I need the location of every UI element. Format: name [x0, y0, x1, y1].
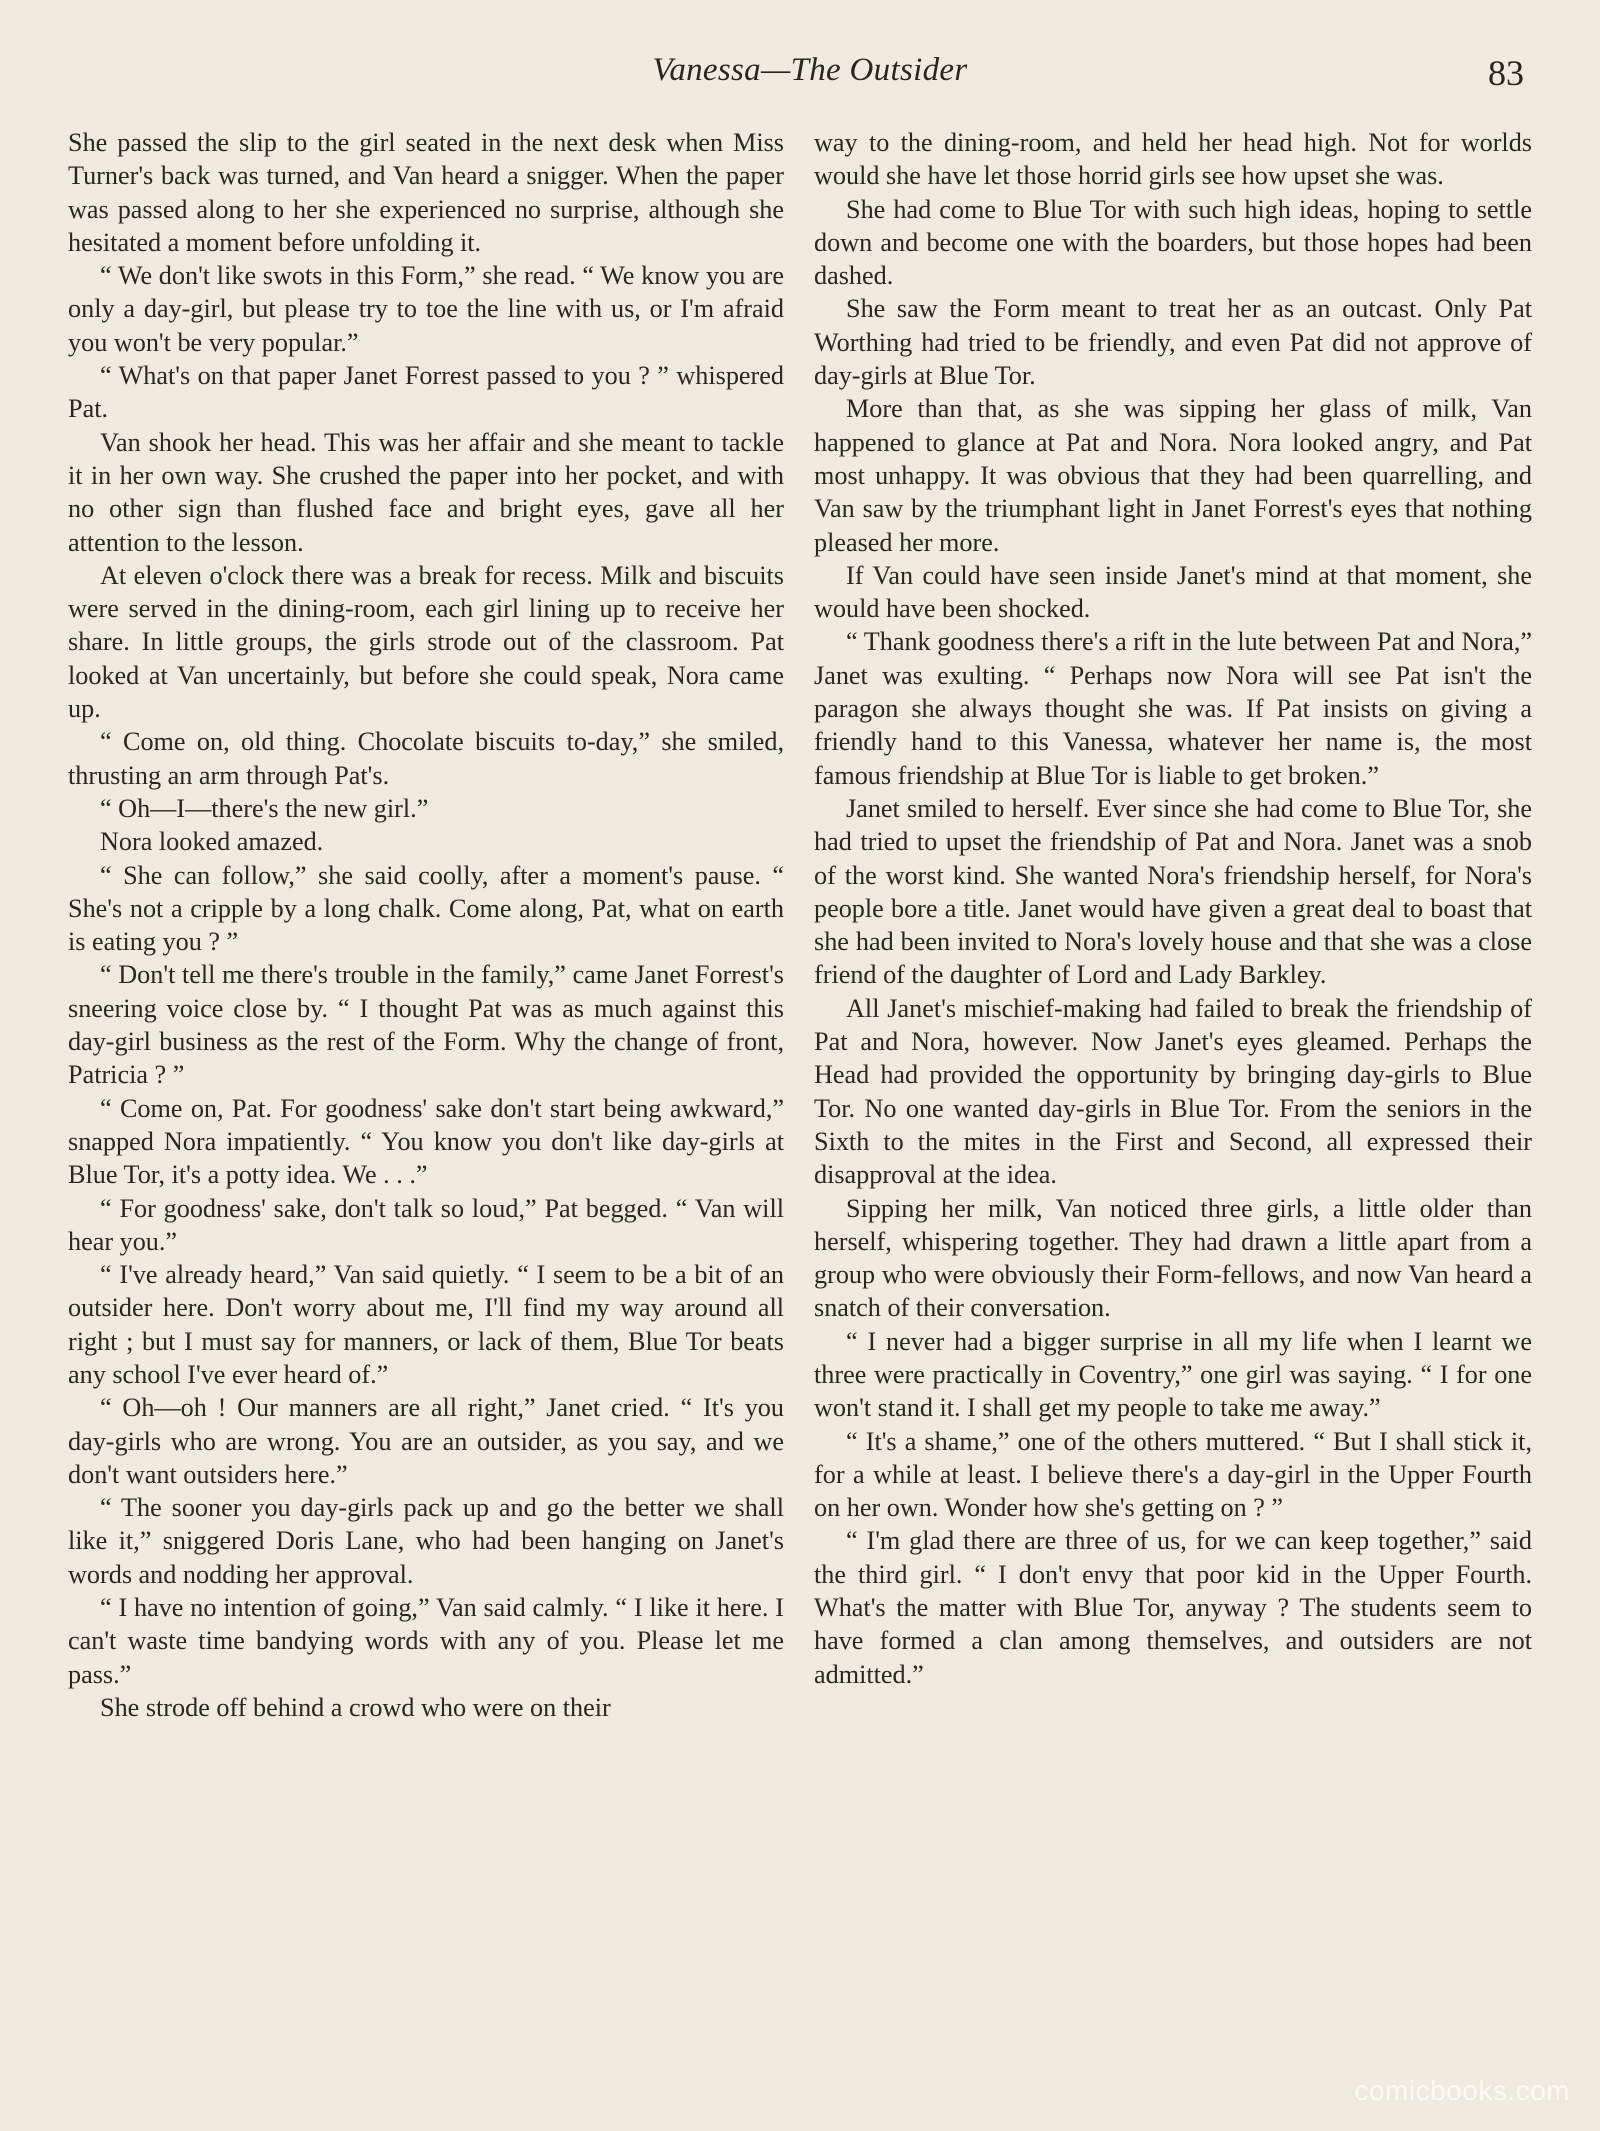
paragraph: “ What's on that paper Janet Forrest passed to you ? ” whispered Pat. — [68, 361, 784, 424]
paragraph: More than that, as she was sipping her glass of milk, Van happened to glance at Pat and Nora. Nora looked angry, and Pat most unhappy. It was obvious that they had been quarrelling, and Van saw by the triumphant light in Janet Forrest's eyes that nothing pleased her more. — [814, 394, 1532, 557]
left-text-column — [68, 126, 784, 1724]
paragraph: “ Come on, Pat. For goodness' sake don't start being awkward,” snapped Nora impatiently. “ You know you don't like day-girls at Blue Tor, it's a potty idea. We . . .” — [68, 1093, 784, 1190]
running-header-title: Vanessa—The Outsider — [652, 52, 968, 88]
paragraph: “ Come on, old thing. Chocolate biscuits to-day,” she smiled, thrusting an arm through Pat's. — [68, 727, 784, 790]
paragraph: way to the dining-room, and held her head high. Not for worlds would she have let those horrid girls see how upset she was. — [814, 128, 1532, 191]
paragraph: “ We don't like swots in this Form,” she read. “ We know you are only a day-girl, but please try to toe the line with us, or I'm afraid you won't be very popular.” — [68, 261, 784, 357]
paragraph: “ Don't tell me there's trouble in the family,” came Janet Forrest's sneering voice close by. “ I thought Pat was as much against this day-girl business as the rest of the Form. Why the change of front, Patricia ? ” — [68, 960, 784, 1090]
paragraph: “ Oh—oh ! Our manners are all right,” Janet cried. “ It's you day-girls who are wrong. You are an outsider, as you say, and we don't want outsiders here.” — [68, 1393, 784, 1489]
paragraph: “ She can follow,” she said coolly, after a moment's pause. “ She's not a cripple by a long chalk. Come along, Pat, what on earth is eating you ? ” — [68, 860, 784, 957]
paragraph: “ For goodness' sake, don't talk so loud,” Pat begged. “ Van will hear you.” — [68, 1193, 784, 1256]
paragraph: Janet smiled to herself. Ever since she had come to Blue Tor, she had tried to upset the friendship of Pat and Nora. Janet was a snob of the worst kind. She wanted Nora's friendship herself, for Nora's people bore a title. Janet would have given a great deal to boast that she had been invited to Nora's lovely house and that she was a close friend of the daughter of Lord and Lady Barkley. — [814, 793, 1532, 990]
paragraph: She strode off behind a crowd who were on their — [100, 1692, 611, 1722]
paragraph: “ I never had a bigger surprise in all my life when I learnt we three were practically in Coventry,” one girl was saying. “ I for one won't stand it. I shall get my people to take me away.” — [814, 1326, 1532, 1423]
paragraph: “ It's a shame,” one of the others muttered. “ But I shall stick it, for a while at least. I believe there's a day-girl in the Upper Fourth on her own. Wonder how she's getting on ? ” — [814, 1426, 1532, 1523]
paragraph: “ I've already heard,” Van said quietly. “ I seem to be a bit of an outsider here. Don't worry about me, I'll find my way around all right ; but I must say for manners, or lack of them, Blue Tor beats any school I've ever heard of.” — [68, 1260, 784, 1389]
paragraph: At eleven o'clock there was a break for recess. Milk and biscuits were served in the dining-room, each girl lining up to receive her share. In little groups, the girls strode out of the classroom. Pat looked at Van uncertainly, but before she could speak, Nora came up. — [68, 560, 784, 724]
paragraph: She had come to Blue Tor with such high ideas, hoping to settle down and become one with the boarders, but those hopes had been dashed. — [814, 194, 1532, 291]
paragraph: “ The sooner you day-girls pack up and go the better we shall like it,” sniggered Doris Lane, who had been hanging on Janet's words and nodding her approval. — [68, 1493, 784, 1589]
paragraph: Van shook her head. This was her affair and she meant to tackle it in her own way. She crushed the paper into her pocket, and with no other sign than flushed face and bright eyes, gave all her attention to the lesson. — [68, 427, 784, 557]
paragraph: “ Thank goodness there's a rift in the lute between Pat and Nora,” Janet was exulting. “ Perhaps now Nora will see Pat isn't the paragon she always thought she was. If Pat insists on giving a friendly hand to this Vanessa, whatever her name is, the most famous friendship at Blue Tor is liable to get broken.” — [814, 627, 1532, 790]
paragraph: Nora looked amazed. — [100, 827, 324, 857]
paragraph: If Van could have seen inside Janet's mind at that moment, she would have been shocked. — [814, 560, 1532, 624]
paragraph: “ I have no intention of going,” Van said calmly. “ I like it here. I can't waste time bandying words with any of you. Please let me pass.” — [68, 1593, 784, 1689]
paragraph: All Janet's mischief-making had failed to break the friendship of Pat and Nora, however. Now Janet's eyes gleamed. Perhaps the Head had provided the opportunity by bringing day-girls to Blue Tor. No one wanted day-girls in Blue Tor. From the seniors in the Sixth to the mites in the First and Second, all expressed their disapproval at the idea. — [814, 993, 1532, 1190]
page-number: 83 — [1488, 53, 1524, 93]
paragraph: “ Oh—I—there's the new girl.” — [100, 793, 429, 823]
right-text-column — [814, 126, 1532, 1691]
paragraph: She passed the slip to the girl seated in the next desk when Miss Turner's back was turned, and Van heard a snigger. When the paper was passed along to her she experienced no surprise, although she hesitated a moment before unfolding it. — [68, 128, 784, 257]
paragraph: Sipping her milk, Van noticed three girls, a little older than herself, whispering together. They had drawn a little apart from a group who were obviously their Form-fellows, and now Van heard a snatch of their conversation. — [814, 1193, 1532, 1323]
paragraph: “ I'm glad there are three of us, for we can keep together,” said the third girl. “ I don't envy that poor kid in the Upper Fourth. What's the matter with Blue Tor, anyway ? The students seem to have formed a clan among themselves, and outsiders are not admitted.” — [814, 1526, 1532, 1689]
watermark: comicbooks.com — [1354, 2075, 1570, 2106]
paragraph: She saw the Form meant to treat her as an outcast. Only Pat Worthing had tried to be friendly, and even Pat did not approve of day-girls at Blue Tor. — [814, 294, 1532, 391]
